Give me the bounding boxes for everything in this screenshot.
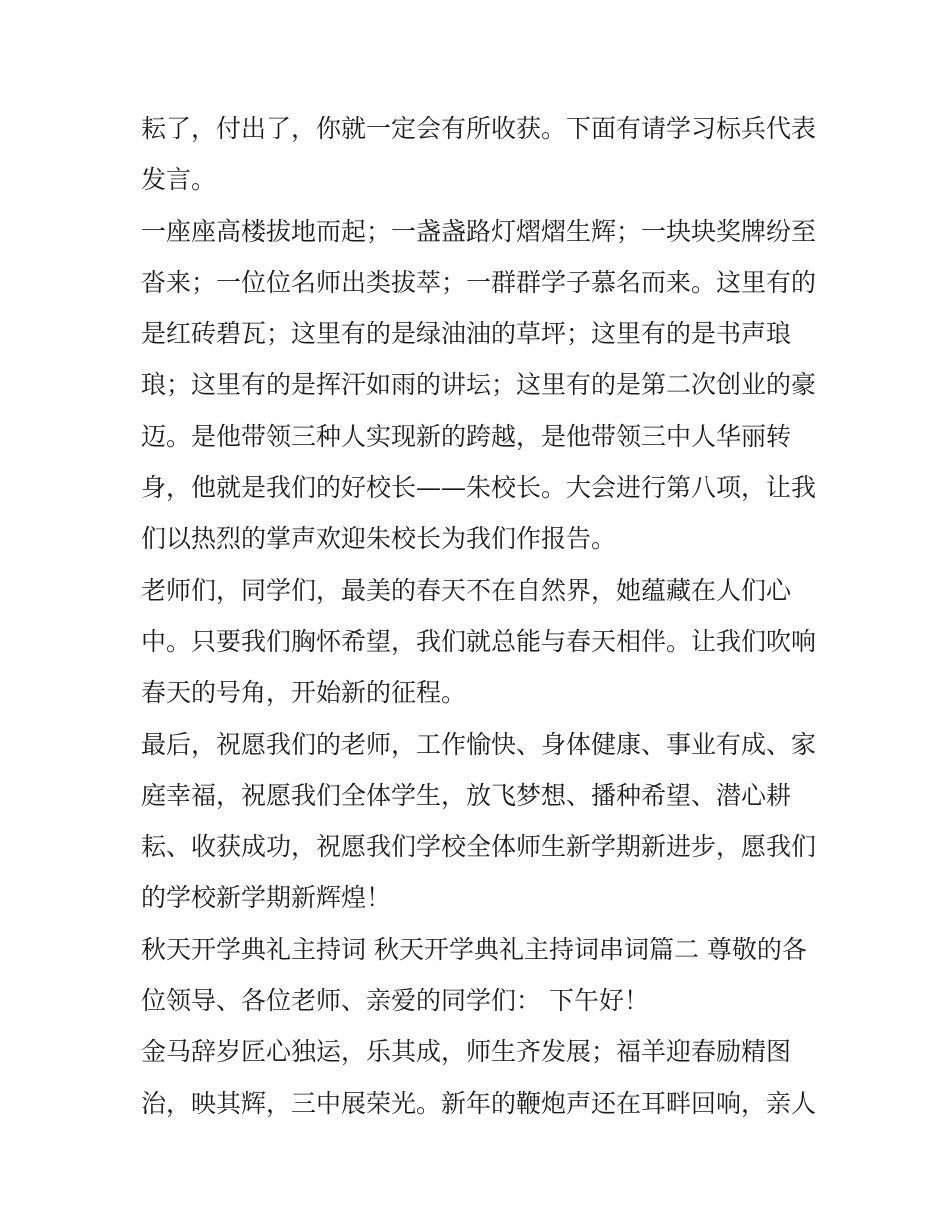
text-line: 们以热烈的掌声欢迎朱校长为我们作报告。 <box>141 524 617 554</box>
text-line: 的学校新学期新辉煌！ <box>141 883 392 913</box>
text-line: 金马辞岁匠心独运，乐其成，师生齐发展；福羊迎春励精图 <box>141 1037 792 1067</box>
text-line: 是红砖碧瓦；这里有的是绿油油的草坪；这里有的是书声琅 <box>141 319 792 349</box>
text-line: 一座座高楼拔地而起；一盏盏路灯熠熠生辉；一块块奖牌纷至 <box>141 216 817 246</box>
text-line: 位领导、各位老师、亲爱的同学们： 下午好！ <box>141 986 649 1016</box>
document-body <box>141 103 816 1129</box>
text-line: 庭幸福，祝愿我们全体学生，放飞梦想、播种希望、潜心耕 <box>141 780 792 810</box>
text-line: 秋天开学典礼主持词 秋天开学典礼主持词串词篇二 尊敬的各 <box>141 934 807 964</box>
text-line: 琅；这里有的是挥汗如雨的讲坛；这里有的是第二次创业的豪 <box>141 370 817 400</box>
text-line: 耘、收获成功，祝愿我们学校全体师生新学期新进步，愿我们 <box>141 832 817 862</box>
text-line: 身，他就是我们的好校长——朱校长。大会进行第八项，让我 <box>141 473 817 503</box>
text-line: 发言。 <box>141 165 217 195</box>
text-line: 最后，祝愿我们的老师，工作愉快、身体健康、事业有成、家 <box>141 729 817 759</box>
text-line: 中。只要我们胸怀希望，我们就总能与春天相伴。让我们吹响 <box>141 626 817 656</box>
text-line: 沓来；一位位名师出类拔萃；一群群学子慕名而来。这里有的 <box>141 267 817 297</box>
text-line: 治，映其辉，三中展荣光。新年的鞭炮声还在耳畔回响，亲人 <box>141 1088 817 1118</box>
text-line: 迈。是他带领三种人实现新的跨越，是他带领三中人华丽转 <box>141 421 792 451</box>
text-line: 老师们，同学们，最美的春天不在自然界，她蕴藏在人们心 <box>141 575 792 605</box>
text-line: 春天的号角，开始新的征程。 <box>141 678 467 708</box>
text-line: 耘了，付出了，你就一定会有所收获。下面有请学习标兵代表 <box>141 114 817 143</box>
